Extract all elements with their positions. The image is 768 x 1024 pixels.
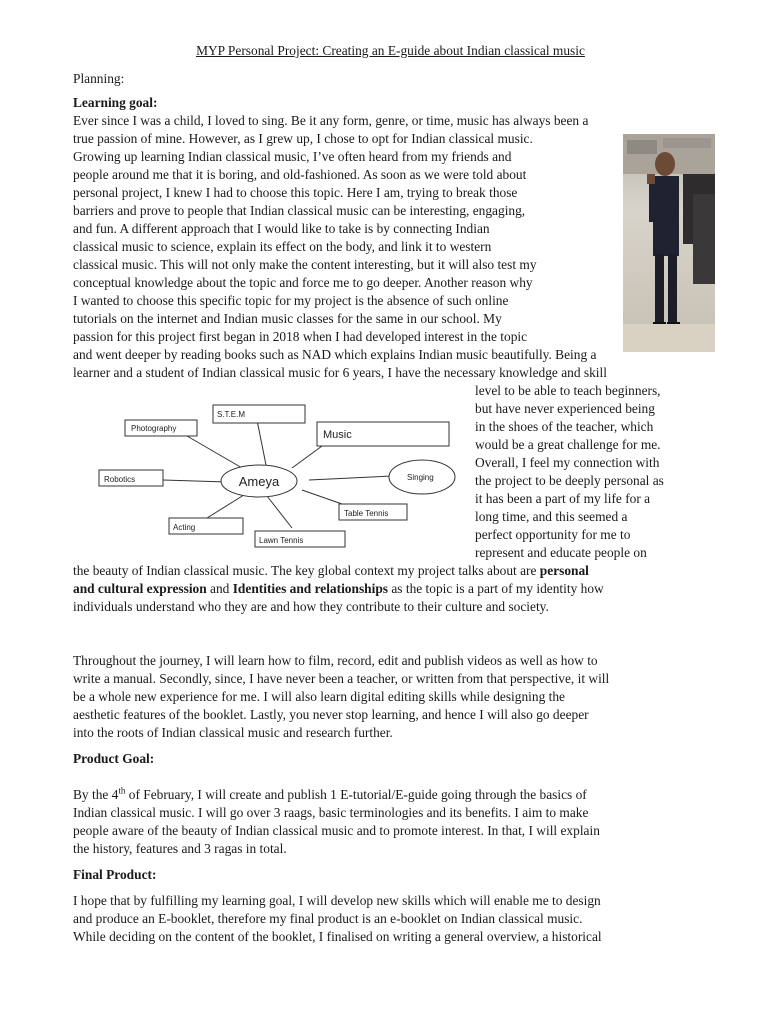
text-line: the project to be deeply personal as — [475, 473, 664, 488]
text-line: passion for this project first began in 2018 when I had developed interest in the topic — [73, 329, 528, 344]
skills-paragraph — [73, 652, 698, 742]
text-line: long time, and this seemed a — [475, 509, 628, 524]
text-line: Overall, I feel my connection with — [475, 455, 660, 470]
text-line: Ever since I was a child, I loved to sing. Be it any form, genre, or time, music has always been a — [73, 113, 589, 128]
mind-map-center: Ameya — [238, 474, 280, 489]
text-line: classical music. This will not only make the content interesting, but it will also test my — [73, 257, 537, 272]
text-line: but have never experienced being — [475, 401, 655, 416]
text-line: it has been a part of my life for a — [475, 491, 651, 506]
product-goal-heading: Product Goal: — [73, 751, 155, 766]
learning-goal-heading: Learning goal: — [73, 95, 158, 110]
text-line: I wanted to choose this specific topic for my project is the absence of such online — [73, 293, 509, 308]
mind-map-node: Robotics — [104, 475, 136, 484]
mind-map-node: Singing — [407, 473, 434, 482]
text-line: By the 4th of February, I will create and publish 1 E-tutorial/E-guide going through the basics of — [73, 785, 587, 802]
text-line: people aware of the beauty of Indian classical music and to promote interest. In that, I will explain — [73, 823, 600, 838]
text-line: in the shoes of the teacher, which — [475, 419, 654, 434]
text-line: tutorials on the internet and Indian music classes for the same in our school. My — [73, 311, 502, 326]
final-product-heading: Final Product: — [73, 867, 157, 882]
text-line: personal project, I knew I had to choose this topic. Here I am, trying to break those — [73, 185, 518, 200]
interests-mind-map — [97, 400, 467, 558]
right-column-text — [475, 382, 700, 562]
text-line: aesthetic features of the booklet. Lastly, you never stop learning, and hence I will also go deeper — [73, 707, 589, 722]
text-line: people around me that it is boring, and old-fashioned. As soon as we were told about — [73, 167, 527, 182]
mind-map-node: Lawn Tennis — [259, 536, 304, 545]
mind-map-node: Table Tennis — [344, 509, 389, 518]
text-line: would be a great challenge for me. — [475, 437, 661, 452]
text-line: level to be able to teach beginners, — [475, 383, 661, 398]
product-goal-paragraph — [73, 786, 698, 858]
text-line: Throughout the journey, I will learn how to film, record, edit and publish videos as well as how to — [73, 653, 598, 668]
text-line: barriers and prove to people that Indian classical music can be interesting, engaging, — [73, 203, 526, 218]
text-line: and went deeper by reading books such as NAD which explains Indian music beautifully. Being a — [73, 347, 597, 362]
text-line: the history, features and 3 ragas in total. — [73, 841, 287, 856]
text-line: be a whole new experience for me. I will also learn digital editing skills while designing the — [73, 689, 565, 704]
mind-map-node: Acting — [173, 523, 196, 532]
text-line: classical music to science, explain its effect on the body, and link it to western — [73, 239, 492, 254]
text-line: conceptual knowledge about the topic and force me to go deeper. Another reason why — [73, 275, 533, 290]
text-line: Growing up learning Indian classical music, I’ve often heard from my friends and — [73, 149, 512, 164]
document-title: MYP Personal Project: Creating an E-guide about Indian classical music — [196, 43, 585, 58]
text-line: true passion of mine. However, as I grew up, I chose to opt for Indian classical music. — [73, 131, 533, 146]
mind-map-node: S.T.E.M — [217, 410, 246, 419]
text-line: perfect opportunity for me to — [475, 527, 631, 542]
text-line: I hope that by fulfilling my learning goal, I will develop new skills which will enable me to design — [73, 893, 601, 908]
text-line: the beauty of Indian classical music. The key global context my project talks about are personal — [73, 563, 589, 578]
text-line: into the roots of Indian classical music and research further. — [73, 725, 393, 740]
text-line: and cultural expression and Identities and relationships as the topic is a part of my identity how — [73, 581, 604, 596]
text-line: learner and a student of Indian classical music for 6 years, I have the necessary knowledge and skill — [73, 365, 607, 380]
text-line: and fun. A different approach that I would like to take is by connecting Indian — [73, 221, 490, 236]
text-line: and produce an E-booklet, therefore my final product is an e-booklet on Indian classical music. — [73, 911, 583, 926]
mind-map-node: Music — [323, 429, 352, 441]
text-line: individuals understand who they are and how they contribute to their culture and society. — [73, 599, 549, 614]
text-line: write a manual. Secondly, since, I have never been a teacher, or written from that perspective, it will — [73, 671, 610, 686]
mind-map-node: Photography — [131, 424, 177, 433]
text-line: Indian classical music. I will go over 3 raags, basic terminologies and its benefits. I aim to make — [73, 805, 589, 820]
text-line: While deciding on the content of the booklet, I finalised on writing a general overview, a historical — [73, 929, 602, 944]
text-line: represent and educate people on — [475, 545, 647, 560]
final-product-paragraph — [73, 892, 698, 946]
planning-label: Planning: — [73, 71, 125, 86]
